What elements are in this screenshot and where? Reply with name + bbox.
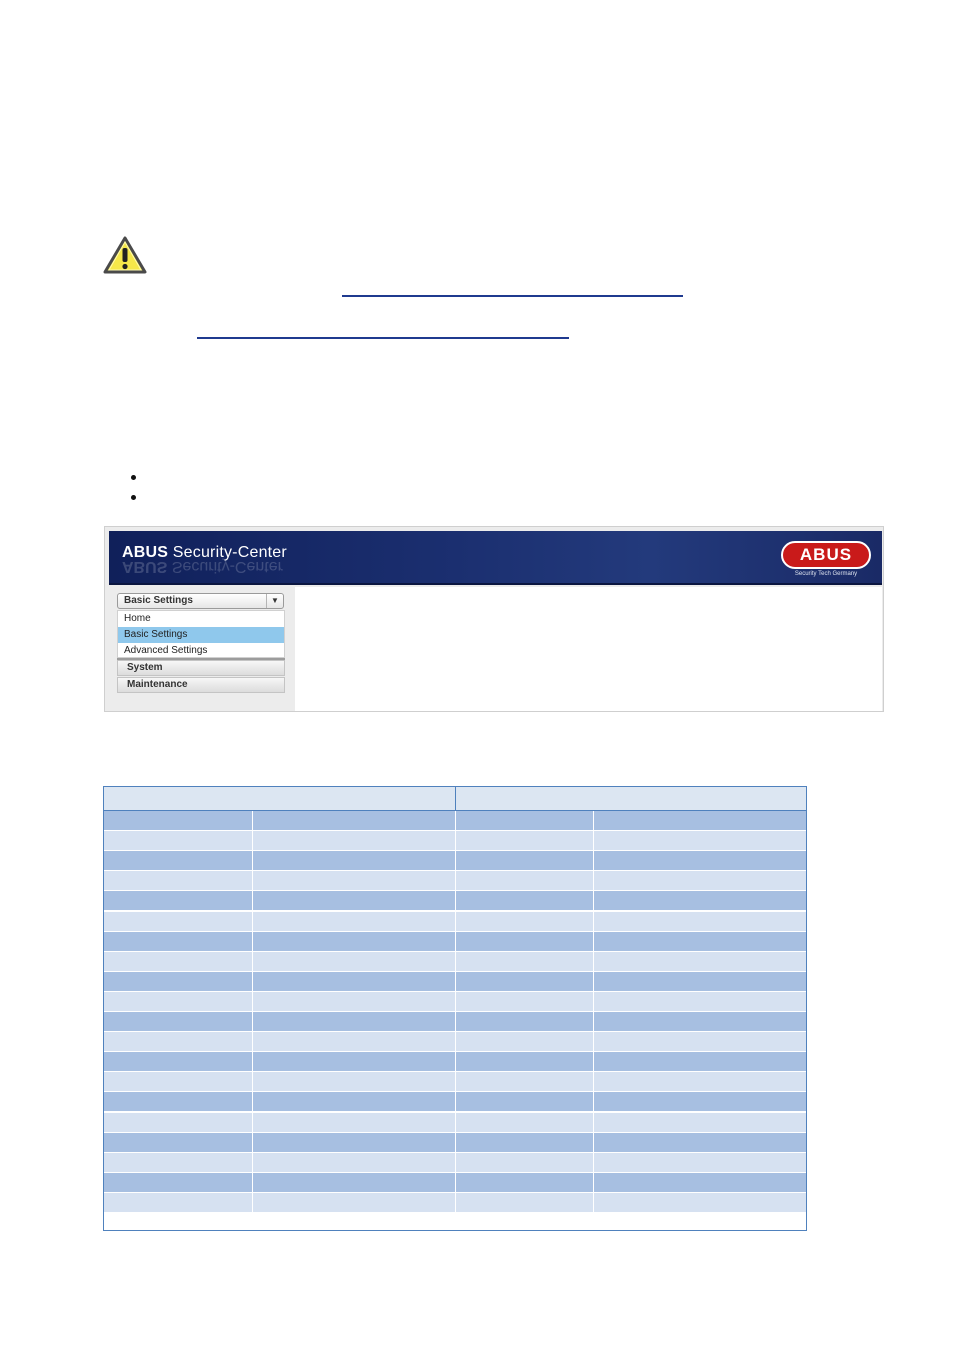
menu-option-home[interactable]: Home (124, 613, 151, 624)
content-area (295, 587, 882, 712)
hyperlink-underline-2[interactable] (197, 337, 569, 339)
menu-dropdown (117, 610, 285, 658)
data-table (103, 786, 807, 1231)
menu-option-basic-settings[interactable]: Basic Settings (118, 627, 284, 643)
abus-tagline: Security Tech Germany (794, 571, 858, 577)
app-header: ABUS Security-Center ABUS Security-Center ABUS Security Tech Germany (109, 531, 882, 585)
list-bullet (131, 475, 136, 480)
list-bullet (131, 495, 136, 500)
abus-logo: ABUS (781, 541, 871, 569)
section-system[interactable]: System (117, 660, 285, 676)
menu-select[interactable] (117, 593, 284, 609)
hyperlink-underline-1[interactable] (342, 295, 683, 297)
section-maintenance[interactable]: Maintenance (117, 677, 285, 693)
security-center-screenshot (104, 526, 884, 712)
table-header (104, 787, 806, 811)
app-title: ABUS Security-Center (122, 544, 287, 561)
menu-select-value: Basic Settings (124, 595, 193, 606)
warning-icon (103, 236, 147, 274)
menu-option-advanced-settings[interactable]: Advanced Settings (124, 645, 208, 656)
chevron-down-icon[interactable]: ▼ (266, 594, 283, 608)
